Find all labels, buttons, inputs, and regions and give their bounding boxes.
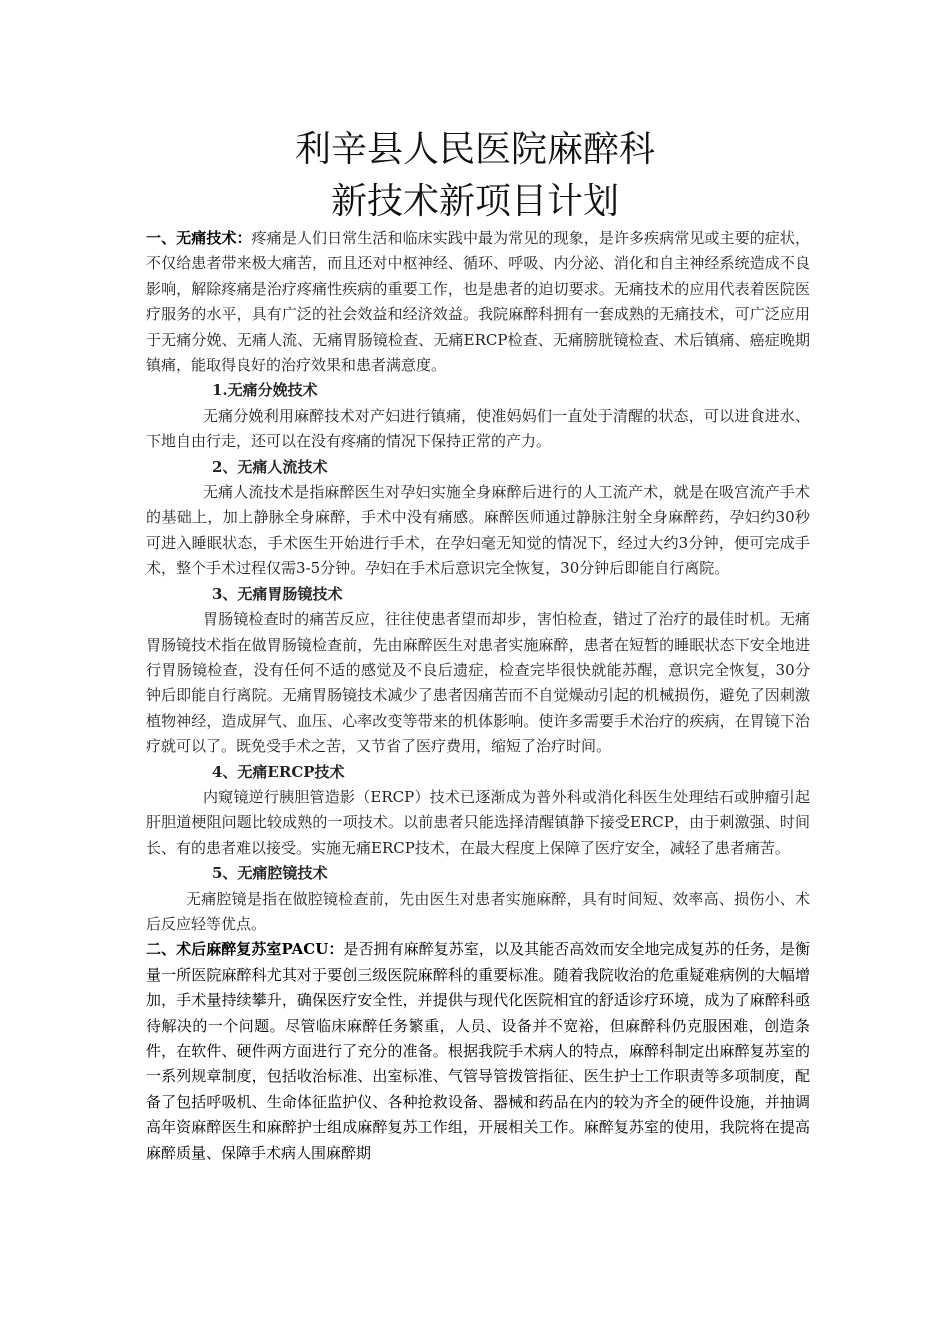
document-body (146, 226, 810, 1166)
subsection-text-gastro: 胃肠镜检查时的痛苦反应，往往使患者望而却步，害怕检查，错过了治疗的最佳时机。无痛胃肠镜技术指在做胃肠镜检查前，先由麻醉医生对患者实施麻醉，患者在短暂的睡眠状态下安全地进行胃肠镜检查，没有任何不适的感觉及不良后遗症，检查完毕很快就能苏醒，意识完全恢复，30分钟后即能自行离院。无痛胃肠镜技术减少了患者因痛苦而不自觉燥动引起的机械损伤，避免了因刺激植物神经，造成屏气、血压、心率改变等带来的机体影响。使许多需要手术治疗的疾病，在胃镜下治疗就可以了。既免受手术之苦，又节省了医疗费用，缩短了治疗时间。 (146, 610, 810, 756)
subsection-text-abortion: 无痛人流技术是指麻醉医生对孕妇实施全身麻醉后进行的人工流产术，就是在吸宫流产手术的基础上，加上静脉全身麻醉，手术中没有痛感。麻醉医师通过静脉注射全身麻醉药，孕妇约30秒可进入睡眠状态，手术医生开始进行手术，在孕妇毫无知觉的情况下，经过大约3分钟，便可完成手术，整个手术过程仅需3-5分钟。孕妇在手术后意识完全恢复，30分钟后即能自行离院。 (146, 483, 810, 578)
section-heading: 一、无痛技术： (146, 229, 252, 247)
subsection-heading-abortion: 2、无痛人流技术 (212, 457, 328, 476)
subsection-heading-gastro: 3、无痛胃肠镜技术 (212, 584, 343, 603)
document-title-line1: 利辛县人民医院麻醉科 (294, 129, 655, 170)
section-text-pacu: 是否拥有麻醉复苏室，以及其能否高效而安全地完成复苏的任务，是衡量一所医院麻醉科尤其对于要创三级医院麻醉科的重要标准。随着我院收治的危重疑难病例的大幅增加，手术量持续攀升，确保医疗安全性，并提供与现代化医院相宜的舒适诊疗环境，成为了麻醉科亟待解决的一个问题。尽管临床麻醉任务繁重，人员、设备并不宽裕，但麻醉科仍克服困难，创造条件，在软件、硬件两方面进行了充分的准备。根据我院手术病人的特点，麻醉科制定出麻醉复苏室的一系列规章制度，包括收治标准、出室标准、气管导管拨管指征、医生护士工作职责等多项制度，配备了包括呼吸机、生命体征监护仪、各种抢救设备、器械和药品在内的较为齐全的硬件设施，并抽调高年资麻醉医生和麻醉护士组成麻醉复苏工作组，开展相关工作。麻醉复苏室的使用，我院将在提高麻醉质量、保障手术病人围麻醉期 (146, 940, 810, 1162)
subsection-text-ercp: 内窥镜逆行胰胆管造影（ERCP）技术已逐渐成为普外科或消化科医生处理结石或肿瘤引起肝胆道梗阻问题比较成熟的一项技术。以前患者只能选择清醒镇静下接受ERCP，由于刺激强、时间长、有的患者难以接受。实施无痛ERCP技术，在最大程度上保障了医疗安全，减轻了患者痛苦。 (146, 787, 810, 857)
section-painless-techniques (146, 226, 810, 378)
section-text: 疼痛是人们日常生活和临床实践中最为常见的现象，是许多疾病常见或主要的症状，不仅给患者带来极大痛苦，而且还对中枢神经、循环、呼吸、内分泌、消化和自主神经系统造成不良影响，解除疼痛是治疗疼痛性疾病的重要工作，也是患者的迫切要求。无痛技术的应用代表着医院医疗服务的水平，具有广泛的社会效益和经济效益。我院麻醉科拥有一套成熟的无痛技术，可广泛应用于无痛分娩、无痛人流、无痛胃肠镜检查、无痛ERCP检查、无痛膀胱镜检查、术后镇痛、癌症晚期镇痛，能取得良好的治疗效果和患者满意度。 (146, 229, 810, 375)
subsection-heading-labor: 1.无痛分娩技术 (212, 381, 318, 400)
subsection-text-labor: 无痛分娩利用麻醉技术对产妇进行镇痛，使准妈妈们一直处于清醒的状态，可以进食进水、下地自由行走，还可以在没有疼痛的情况下保持正常的产力。 (146, 406, 810, 451)
subsection-text-endoscopy: 无痛腔镜是指在做腔镜检查前，先由医生对患者实施麻醉，具有时间短、效率高、损伤小、术后反应轻等优点。 (146, 889, 810, 933)
section-pacu (146, 937, 810, 1166)
subsection-heading-endoscopy: 5、无痛腔镜技术 (212, 864, 328, 883)
subsection-heading-ercp: 4、无痛ERCP技术 (212, 762, 345, 781)
section-heading-pacu: 二、术后麻醉复苏室PACU： (146, 940, 344, 959)
document-title-line2: 新技术新项目计划 (330, 181, 619, 222)
